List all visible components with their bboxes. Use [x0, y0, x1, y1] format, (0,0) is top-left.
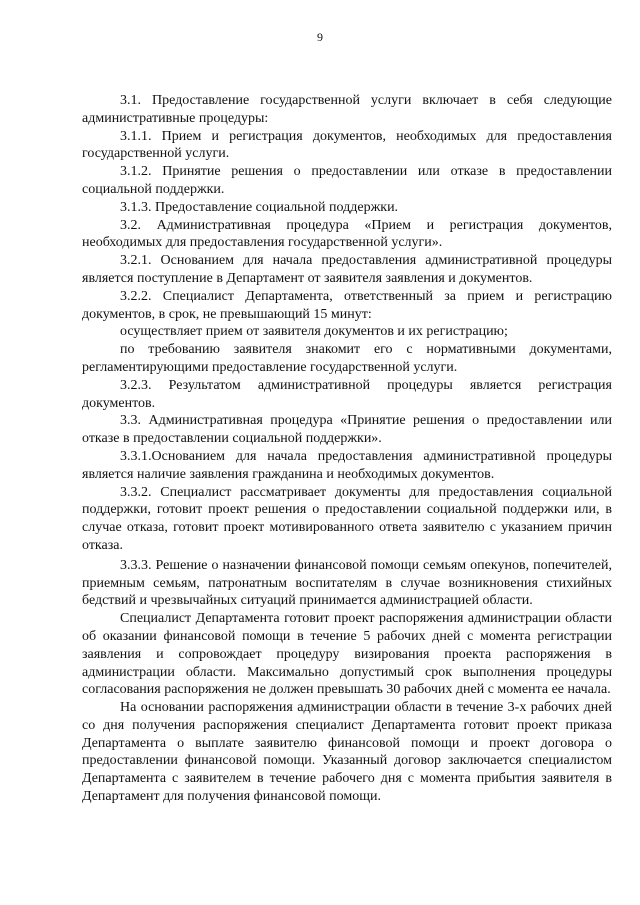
- paragraph-on-basis-of-order: На основании распоряжения администрации области в течение 3-х рабочих дней со дня получения распоряжения специалист Департамента готовит проект приказа Департамента о выплате заявителю финансовой помощи и проект договора о предоставлении финансовой помощи. Указанный договор заключается специалистом Департамента с заявителем в течение рабочего дня с момента прибытия заявителя в Департамент для получения финансовой помощи.: [82, 700, 612, 805]
- paragraph-3-2-1: 3.2.1. Основанием для начала предоставления административной процедуры является поступление в Департамент от заявителя заявления и документов.: [82, 253, 612, 286]
- paragraph-3-3-3: 3.3.3. Решение о назначении финансовой помощи семьям опекунов, попечителей, приемным семьям, патронатным воспитателям в случае возникновения стихийных бедствий и чрезвычайных ситуаций принимается администрацией области.: [82, 557, 612, 609]
- paragraph-3-2-3: 3.2.3. Результатом административной процедуры является регистрация документов.: [82, 377, 612, 411]
- paragraph-3-2: 3.2. Административная процедура «Прием и регистрация документов, необходимых для предоставления государственной услуги».: [82, 217, 612, 251]
- paragraph-3-2-2-item-1: осуществляет прием от заявителя документов и их регистрацию;: [120, 324, 508, 340]
- paragraph-3-3: 3.3. Административная процедура «Принятие решения о предоставлении или отказе в предоставлении социальной поддержки».: [82, 413, 612, 447]
- paragraph-3-1-3: 3.1.3. Предоставление социальной поддержки.: [120, 199, 399, 215]
- document-body: [82, 92, 612, 806]
- paragraph-specialist-prepares: Специалист Департамента готовит проект распоряжения администрации области об оказании финансовой помощи в течение 5 рабочих дней с момента регистрации заявления и сопровождает процедуру визирования проекта распоряжения в администрации области. Максимально допустимый срок выполнения процедуры согласования распоряжения не должен превышать 30 рабочих дней с момента ее начала.: [82, 611, 612, 698]
- paragraph-3-1: 3.1. Предоставление государственной услуги включает в себя следующие административные процедуры:: [82, 93, 612, 126]
- paragraph-3-2-2: 3.2.2. Специалист Департамента, ответственный за прием и регистрацию документов, в срок, не превышающий 15 минут:: [82, 288, 612, 322]
- paragraph-3-3-2: 3.3.2. Специалист рассматривает документы для предоставления социальной поддержки, готовит проект решения о предоставлении социальной поддержки или, в случае отказа, готовит проект мотивированного ответа заявителю с указанием причин отказа.: [82, 484, 612, 553]
- paragraph-3-2-2-item-2: по требованию заявителя знакомит его с нормативными документами, регламентирующими предоставление государственной услуги.: [82, 342, 612, 375]
- paragraph-3-1-1: 3.1.1. Прием и регистрация документов, необходимых для предоставления государственной услуги.: [82, 128, 612, 162]
- page-number: 9: [317, 30, 323, 44]
- paragraph-3-1-2: 3.1.2. Принятие решения о предоставлении или отказе в предоставлении социальной поддержки.: [82, 164, 612, 197]
- paragraph-3-3-1: 3.3.1.Основанием для начала предоставления административной процедуры является наличие заявления гражданина и необходимых документов.: [82, 448, 612, 482]
